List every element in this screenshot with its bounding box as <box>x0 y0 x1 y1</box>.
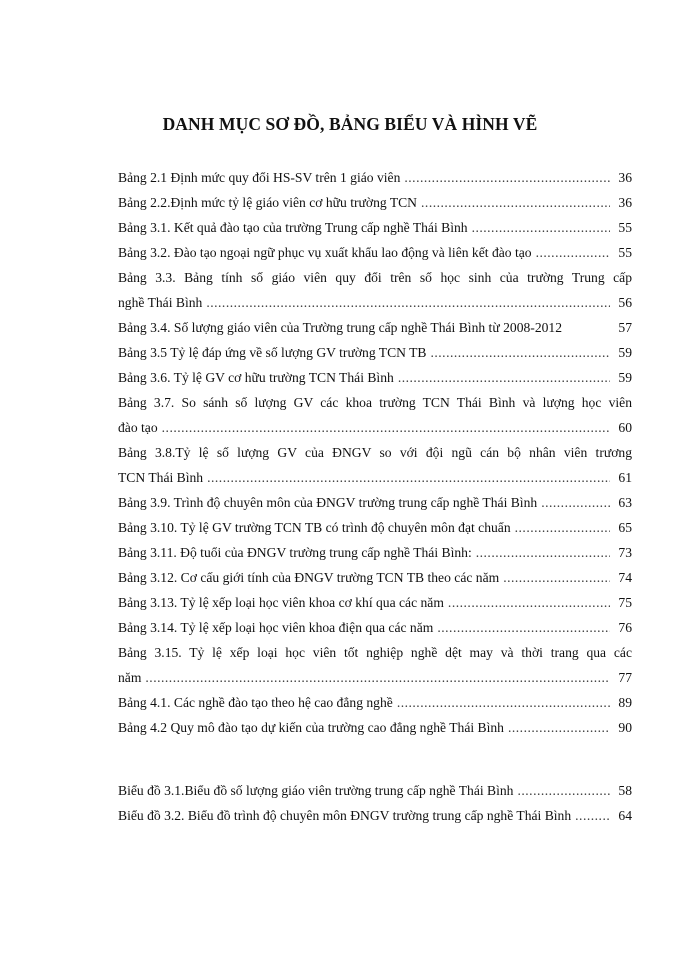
entry-label: Bảng 2.2.Định mức tỷ lệ giáo viên cơ hữu trường TCN <box>118 195 418 210</box>
entry-label: Bảng 3.15. Tỷ lệ xếp loại học viên tốt nghiệp nghề dệt may và thời trang qua các <box>118 645 632 660</box>
list-item <box>118 390 632 440</box>
entry-label: Bảng 3.5 Tỷ lệ đáp ứng về số lượng GV trường TCN TB <box>118 345 427 360</box>
page-number: 55 <box>618 220 632 235</box>
page-title: DANH MỤC SƠ ĐỒ, BẢNG BIỂU VÀ HÌNH VẼ <box>162 114 538 134</box>
list-item <box>118 365 632 390</box>
page-number: 56 <box>618 295 632 310</box>
leader-dots <box>162 415 610 440</box>
entry-label: Bảng 2.1 Định mức quy đổi HS-SV trên 1 giáo viên <box>118 170 401 185</box>
page-number: 58 <box>618 783 632 798</box>
leader-dots <box>421 190 610 215</box>
entry-label: Bảng 3.2. Đào tạo ngoại ngữ phục vụ xuất khẩu lao động và liên kết đào tạo <box>118 245 532 260</box>
leader-dots <box>508 715 610 740</box>
leader-dots <box>503 565 610 590</box>
list-item <box>118 778 632 803</box>
page-number: 59 <box>618 370 632 385</box>
entry-label: Bảng 3.14. Tỷ lệ xếp loại học viên khoa điện qua các năm <box>118 620 434 635</box>
list-item <box>118 515 632 540</box>
table-list <box>118 165 632 740</box>
entry-label: Bảng 3.11. Độ tuổi của ĐNGV trường trung cấp nghề Thái Bình: <box>118 545 472 560</box>
leader-dots <box>541 490 610 515</box>
list-item <box>118 190 632 215</box>
page-number: 60 <box>618 420 632 435</box>
list-item <box>118 315 632 340</box>
page-number: 36 <box>618 195 632 210</box>
leader-dots <box>536 240 610 265</box>
page-number: 77 <box>618 670 632 685</box>
leader-dots <box>430 340 610 365</box>
leader-dots <box>145 665 610 690</box>
list-item <box>118 690 632 715</box>
page-number: 64 <box>618 808 632 823</box>
page-number: 36 <box>618 170 632 185</box>
leader-dots <box>397 690 610 715</box>
leader-dots <box>515 515 610 540</box>
page-number: 90 <box>618 720 632 735</box>
leader-dots <box>398 365 610 390</box>
list-item <box>118 590 632 615</box>
page-number: 75 <box>618 595 632 610</box>
entry-label: Biểu đồ 3.2. Biểu đồ trình độ chuyên môn ĐNGV trường trung cấp nghề Thái Bình <box>118 808 572 823</box>
leader-dots <box>575 803 610 828</box>
entry-label: Biểu đồ 3.1.Biểu đồ số lượng giáo viên trường trung cấp nghề Thái Bình <box>118 783 514 798</box>
list-item <box>118 715 632 740</box>
list-item <box>118 490 632 515</box>
entry-label: Bảng 3.7. So sánh số lượng GV các khoa trường TCN Thái Bình và lượng học viên <box>118 395 632 410</box>
entry-label: Bảng 3.10. Tỷ lệ GV trường TCN TB có trình độ chuyên môn đạt chuẩn <box>118 520 511 535</box>
list-item <box>118 565 632 590</box>
entry-label: Bảng 3.13. Tỷ lệ xếp loại học viên khoa cơ khí qua các năm <box>118 595 444 610</box>
leader-dots <box>448 590 610 615</box>
leader-dots <box>476 540 610 565</box>
entry-label-continued: nghề Thái Bình <box>118 295 203 310</box>
list-item <box>118 440 632 490</box>
entry-label-continued: đào tạo <box>118 420 158 435</box>
page-number: 55 <box>618 245 632 260</box>
entry-label: Bảng 3.9. Trình độ chuyên môn của ĐNGV trường trung cấp nghề Thái Bình <box>118 495 538 510</box>
list-item <box>118 215 632 240</box>
entry-label-continued: TCN Thái Bình <box>118 470 204 485</box>
entry-label: Bảng 4.1. Các nghề đào tạo theo hệ cao đẳng nghề <box>118 695 393 710</box>
entry-label-continued: năm <box>118 670 142 685</box>
page-number: 59 <box>618 345 632 360</box>
list-item <box>118 165 632 190</box>
leader-dots <box>437 615 610 640</box>
page-number: 89 <box>618 695 632 710</box>
entry-label: Bảng 4.2 Quy mô đào tạo dự kiến của trường cao đẳng nghề Thái Bình <box>118 720 504 735</box>
entry-label: Bảng 3.3. Bảng tính số giáo viên quy đổi trên số học sinh của trường Trung cấp <box>118 270 632 285</box>
list-item <box>118 540 632 565</box>
list-item <box>118 240 632 265</box>
list-item <box>118 803 632 828</box>
leader-dots <box>472 215 610 240</box>
list-item <box>118 615 632 640</box>
page-number: 57 <box>618 320 632 335</box>
leader-dots <box>404 165 610 190</box>
page-number: 73 <box>618 545 632 560</box>
leader-dots <box>517 778 610 803</box>
chart-list <box>118 778 632 828</box>
page-number: 74 <box>618 570 632 585</box>
entry-label: Bảng 3.6. Tỷ lệ GV cơ hữu trường TCN Thái Bình <box>118 370 394 385</box>
page-number: 61 <box>618 470 632 485</box>
leader-dots <box>206 290 610 315</box>
page-number: 63 <box>618 495 632 510</box>
entry-label: Bảng 3.12. Cơ cấu giới tính của ĐNGV trường TCN TB theo các năm <box>118 570 500 585</box>
list-item <box>118 340 632 365</box>
page-number: 65 <box>618 520 632 535</box>
page-number: 76 <box>618 620 632 635</box>
entry-label: Bảng 3.8.Tỷ lệ số lượng GV của ĐNGV so với đội ngũ cán bộ nhân viên trương <box>118 445 632 460</box>
entry-label: Bảng 3.1. Kết quả đào tạo của trường Trung cấp nghề Thái Bình <box>118 220 468 235</box>
leader-dots <box>207 465 610 490</box>
list-item <box>118 640 632 690</box>
list-item <box>118 265 632 315</box>
entry-label: Bảng 3.4. Số lượng giáo viên của Trường trung cấp nghề Thái Bình từ 2008-2012 <box>118 320 563 335</box>
